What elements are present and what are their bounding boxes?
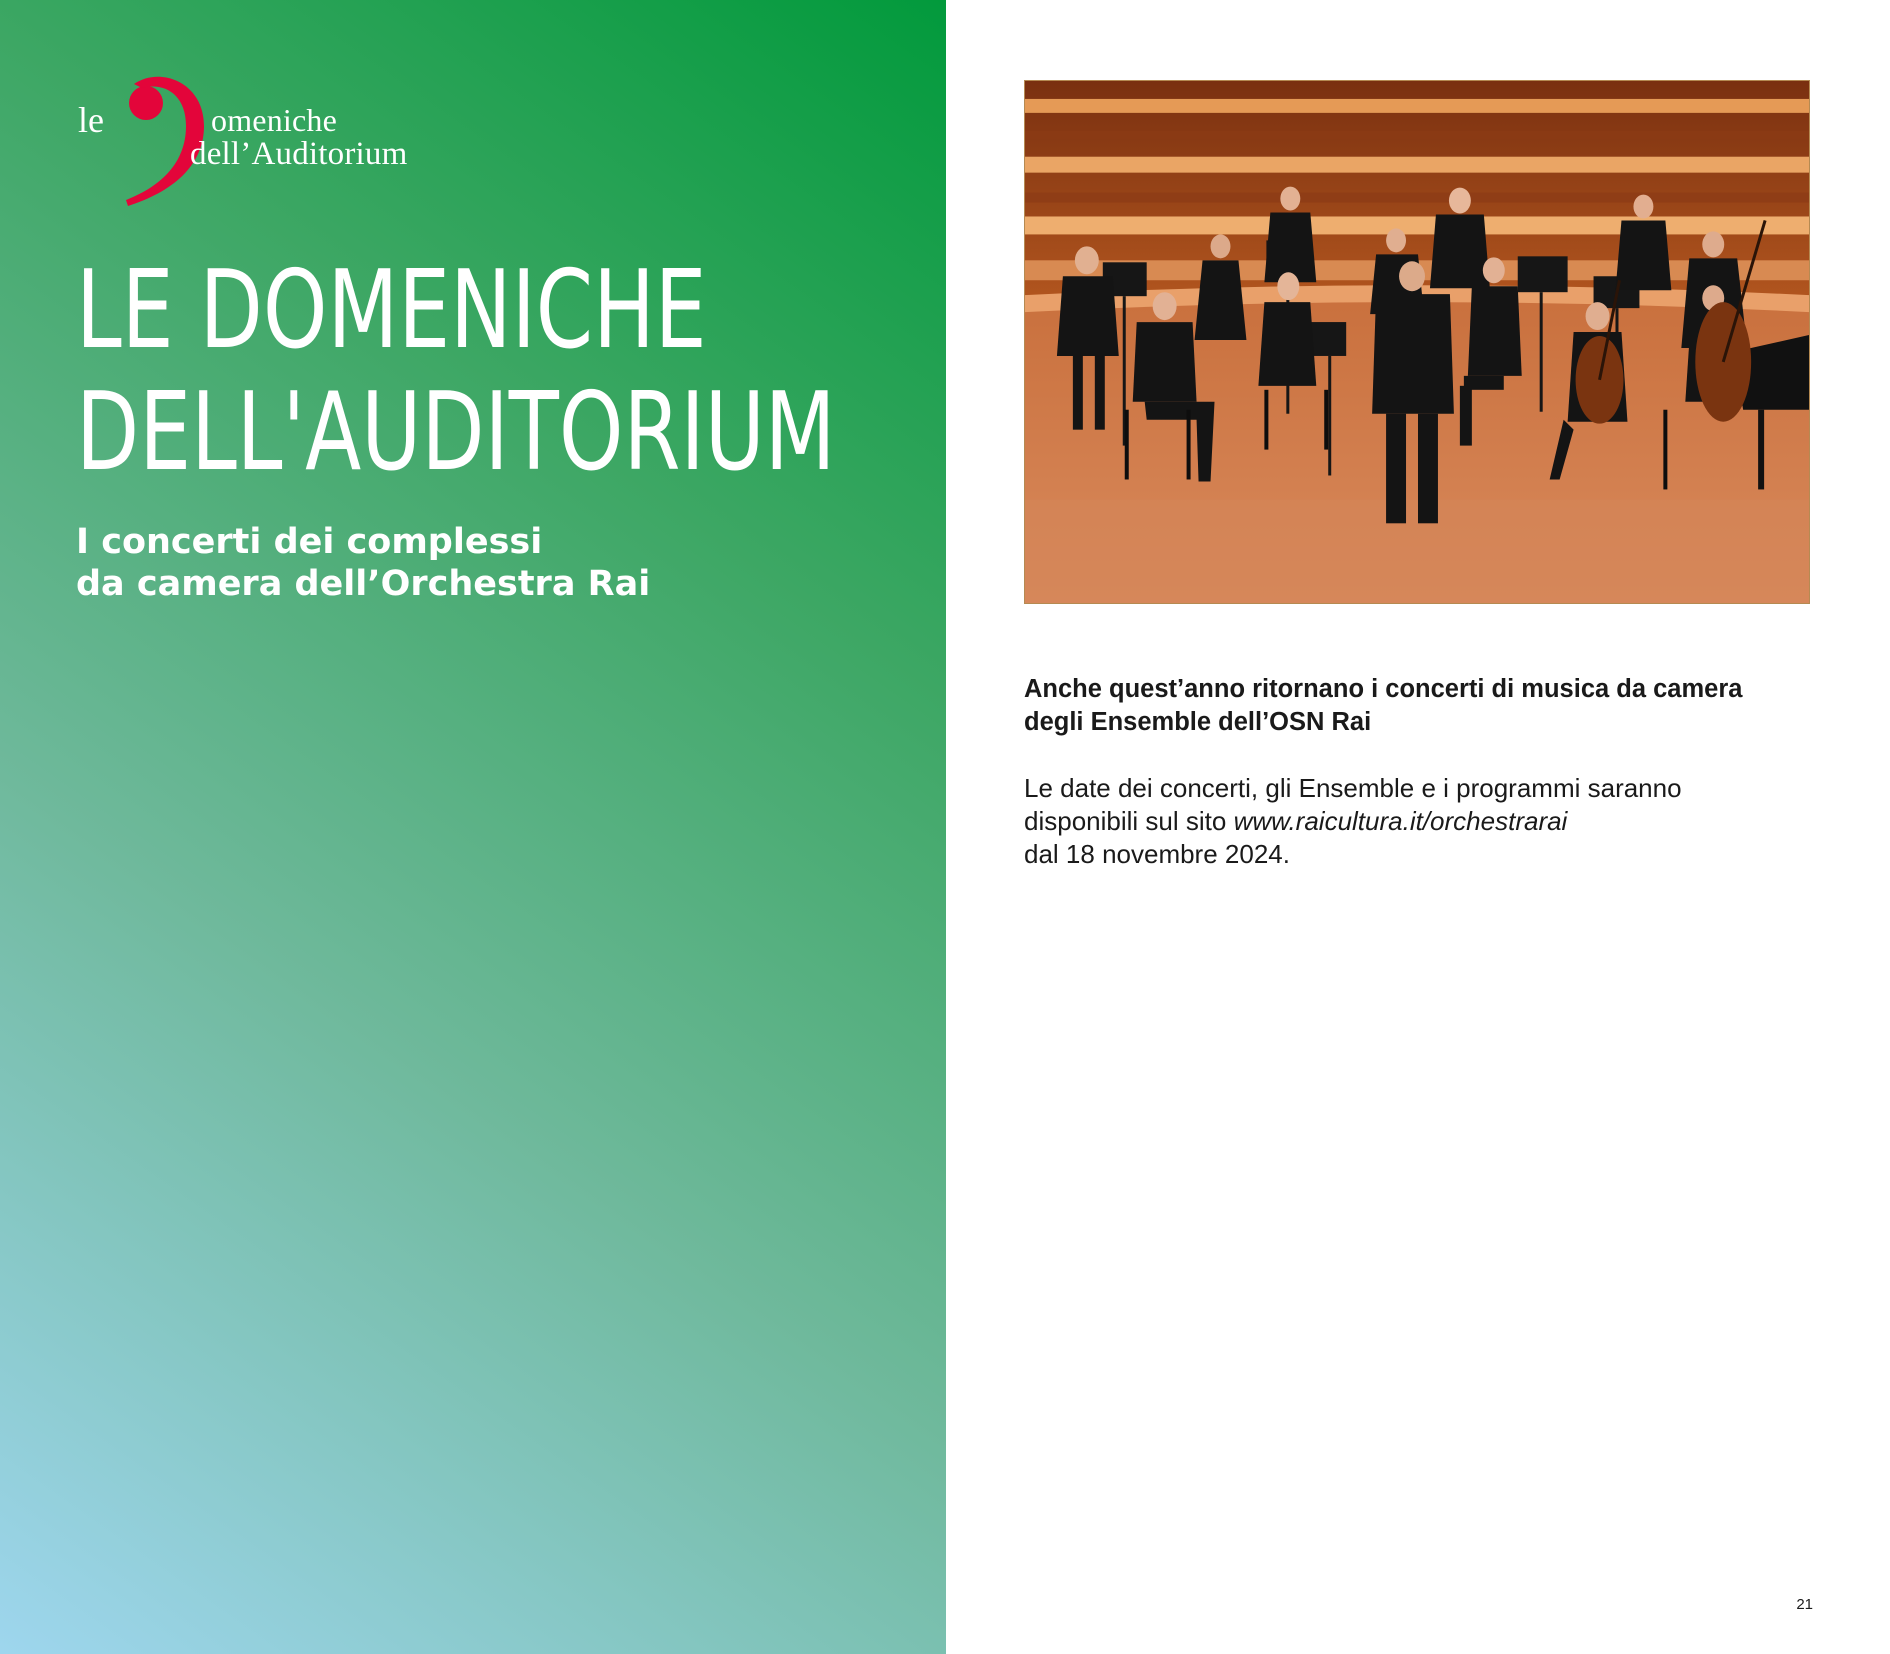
body-line-2-prefix: disponibili sul sito [1024,806,1234,836]
subtitle-line-1: I concerti dei complessi [76,522,543,562]
lead-line-2: degli Ensemble dell’OSN Rai [1024,708,1372,736]
chamber-orchestra-photo [1024,80,1810,604]
title-line-1: LE DOMENICHE [76,248,707,373]
intro-text-block [1024,673,1824,871]
page-title [76,250,836,494]
domeniche-logo [78,74,458,210]
page-subtitle [76,521,650,605]
logo-prefix: le [78,100,104,140]
page-number: 21 [1796,1596,1813,1613]
logo-line-2: dell’Auditorium [190,136,408,172]
body-line-1: Le date dei concerti, gli Ensemble e i programmi saranno [1024,773,1682,803]
intro-lead [1024,673,1824,739]
intro-body [1024,772,1824,871]
body-line-3: dal 18 novembre 2024. [1024,839,1290,869]
subtitle-line-2: da camera dell’Orchestra Rai [76,564,651,604]
lead-line-1: Anche quest’anno ritornano i concerti di musica da camera [1024,675,1743,703]
logo-line-1: omeniche [211,102,337,138]
website-link[interactable]: www.raicultura.it/orchestrarai [1233,806,1568,836]
title-line-2: DELL'AUDITORIUM [76,370,836,495]
